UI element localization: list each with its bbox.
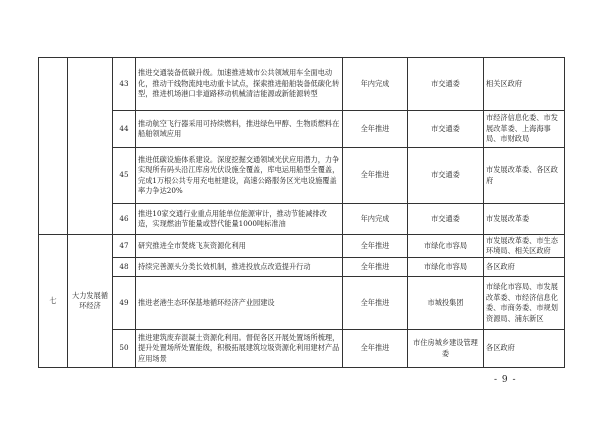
time-limit: 全年推进 [343, 330, 408, 368]
task-text: 持续完善源头分类长效机制，推进投放点改造提升行动 [136, 258, 343, 277]
row-number: 47 [113, 235, 136, 258]
coop-unit: 相关区政府 [484, 58, 565, 111]
table-row [39, 330, 565, 368]
task-text: 推进10家交通行业重点用能单位能源审计，推动节能减排改造，实现燃油节能量或替代能量1000吨标准油 [136, 204, 343, 235]
task-text: 推进建筑废弃混凝土资源化利用。督促各区开展处置场所梳理，提升处置场所处置能级，积极拓展建筑垃圾资源化利用建材产品应用场景 [136, 330, 343, 368]
subcategory-cell-prev [68, 58, 113, 235]
coop-unit: 各区政府 [484, 258, 565, 277]
row-number: 44 [113, 111, 136, 148]
task-text: 研究推进全市焚烧飞灰资源化利用 [136, 235, 343, 258]
table-row [39, 277, 565, 330]
task-text: 推动航空飞行器采用可持续燃料，推进绿色甲醇、生物质燃料在船舶领域应用 [136, 111, 343, 148]
row-number: 45 [113, 148, 136, 204]
lead-unit: 市住房城乡建设管理委 [408, 330, 484, 368]
table-row [39, 258, 565, 277]
time-limit: 年内完成 [343, 204, 408, 235]
time-limit: 全年推进 [343, 258, 408, 277]
category-cell-prev [39, 58, 68, 235]
coop-unit: 市经济信息化委、市发展改革委、上海海事局、市财政局 [484, 111, 565, 148]
time-limit: 全年推进 [343, 235, 408, 258]
task-text: 推进交通装备低碳升级。加速推进城市公共领域用车全面电动化，推动干线物流纯电动重卡试点，探索推进船舶装备低碳化转型，推进机场港口非道路移动机械清洁能源或新能源转型 [136, 58, 343, 111]
coop-unit: 市绿化市容局、市发展改革委、市经济信息化委、市商务委、市规划资源局、浦东新区 [484, 277, 565, 330]
lead-unit: 市城投集团 [408, 277, 484, 330]
table-row [39, 204, 565, 235]
row-number: 43 [113, 58, 136, 111]
lead-unit: 市交通委 [408, 148, 484, 204]
coop-unit: 市发展改革委、市生态环境局、相关区政府 [484, 235, 565, 258]
time-limit: 年内完成 [343, 58, 408, 111]
row-number: 50 [113, 330, 136, 368]
table-row [39, 58, 565, 111]
time-limit: 全年推进 [343, 111, 408, 148]
lead-unit: 市绿化市容局 [408, 258, 484, 277]
coop-unit: 各区政府 [484, 330, 565, 368]
category-number: 七 [39, 235, 68, 368]
lead-unit: 市交通委 [408, 204, 484, 235]
coop-unit: 市发展改革委、各区政府 [484, 148, 565, 204]
table-row [39, 148, 565, 204]
time-limit: 全年推进 [343, 277, 408, 330]
coop-unit: 市发展改革委 [484, 204, 565, 235]
table-row [39, 235, 565, 258]
lead-unit: 市绿化市容局 [408, 235, 484, 258]
time-limit: 全年推进 [343, 148, 408, 204]
category-title: 大力发展循环经济 [68, 235, 113, 368]
page-number: - 9 - [494, 375, 517, 385]
row-number: 46 [113, 204, 136, 235]
task-table [38, 57, 565, 368]
task-text: 推进低碳设施体系建设。深度挖掘交通领域光伏应用潜力，力争实现所有码头沿江库房光伏设施全覆盖，库电运用船型全覆盖，完成1万根公共专用充电桩建设，高速公路服务区光电设施覆盖率力争达20% [136, 148, 343, 204]
table-row [39, 111, 565, 148]
lead-unit: 市交通委 [408, 111, 484, 148]
lead-unit: 市交通委 [408, 58, 484, 111]
task-text: 推进老港生态环保基地循环经济产业园建设 [136, 277, 343, 330]
row-number: 48 [113, 258, 136, 277]
row-number: 49 [113, 277, 136, 330]
